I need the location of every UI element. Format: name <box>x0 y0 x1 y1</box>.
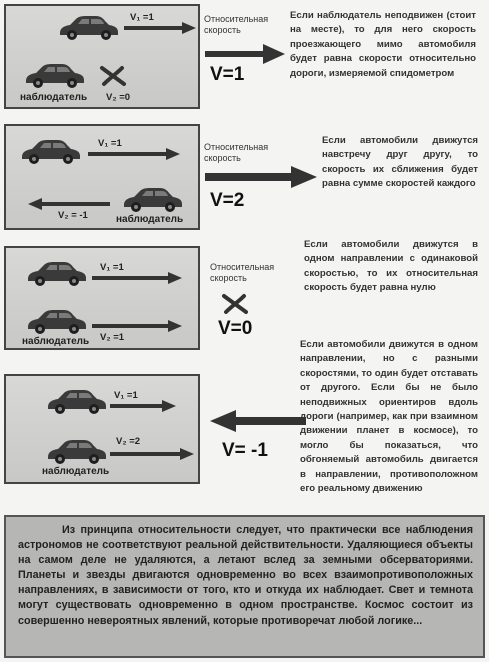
conclusion-box <box>4 515 485 658</box>
relative-speed-line2: скорость <box>204 25 241 35</box>
scenario-3-panel <box>4 246 200 350</box>
relative-speed-line2: скорость <box>210 273 247 283</box>
relative-speed-line1: Относительная <box>204 142 269 152</box>
relative-arrow-right-icon <box>205 44 285 64</box>
arrow-right-icon <box>92 320 182 332</box>
scenario-3-description: Если автомобили движутся в одном направлении с одинаковой скоростью, то их относительная скорость будет равна нулю <box>304 239 478 294</box>
v2-label: V₂ =2 <box>116 436 141 447</box>
arrow-right-icon <box>110 448 194 460</box>
relative-speed-value: V= -1 <box>222 440 268 461</box>
scenario-4-description: Если автомобили движутся в одном направлении, но с разными скоростями, то один будет отставать от другого. Если бы не было неподвижных ориентиров вдоль дороги (например, как при взаимном движении планет в космосе), то могло бы показаться, что обгоняемый автомобиль двигается в направлении, противоположном его реальному движению <box>300 339 478 495</box>
arrow-left-icon <box>28 198 110 210</box>
car-icon <box>20 140 82 165</box>
relative-arrow-left-icon <box>210 410 306 432</box>
relative-speed-line1: Относительная <box>204 14 269 24</box>
relative-speed-line2: скорость <box>204 153 241 163</box>
relative-speed-line1: Относительная <box>210 262 275 272</box>
v1-label: V₁ =1 <box>114 390 138 401</box>
observer-car-icon <box>24 64 86 89</box>
car-icon <box>58 16 120 41</box>
observer-car-icon <box>46 440 108 465</box>
arrow-right-icon <box>110 400 176 412</box>
arrow-right-icon <box>124 22 196 34</box>
relative-speed-label <box>210 262 274 284</box>
v2-label: V₂ =0 <box>106 92 131 103</box>
scenario-2-description: Если автомобили движутся навстречу друг другу, то скорость их сближения будет равна сумме скоростей каждого <box>322 135 478 190</box>
observer-label: наблюдатель <box>116 214 184 225</box>
scenario-2-panel <box>4 124 200 230</box>
observer-label: наблюдатель <box>42 466 110 477</box>
arrow-right-icon <box>92 272 182 284</box>
car-icon <box>26 262 88 287</box>
scenario-1-description: Если наблюдатель неподвижен (стоит на месте), то для него скорость проезжающего мимо автомобиля будет равна скорости относительно дороги, измеряемой спидометром <box>290 10 476 79</box>
relative-speed-value: V=2 <box>210 190 245 211</box>
scenario-4-panel <box>4 374 200 484</box>
v1-label: V₁ =1 <box>100 262 124 273</box>
conclusion-text: Из принципа относительности следует, что практически все наблюдения астрономов не соответствуют реальной действительности. Удаляющиеся объекты на самом деле не удаляются, а летают вслед за земными обсерваториями. Планеты и звезды двигаются одновременно во всех взаимопротивоположных направлениях, в зависимости от того, кто и откуда их наблюдает. Свет и темнота могут существовать одновременно в одном пространстве. Космос состоит из совершенно невероятных явлений, которые противоречат любой логике... <box>18 524 473 627</box>
v1-label: V₁ =1 <box>98 138 122 149</box>
arrow-right-icon <box>88 148 180 160</box>
relative-speed-value: V=1 <box>210 64 245 85</box>
cross-icon <box>222 294 248 314</box>
v2-label: V₂ =1 <box>100 332 125 343</box>
scenario-1-panel <box>4 4 200 109</box>
relative-speed-label <box>204 142 268 164</box>
cross-icon <box>100 66 126 86</box>
car-icon <box>46 390 108 415</box>
v1-label: V₁ =1 <box>130 12 154 23</box>
relative-arrow-right-icon <box>205 166 317 188</box>
observer-car-icon <box>122 188 184 213</box>
observer-label: наблюдатель <box>22 336 90 347</box>
v2-label: V₂ = -1 <box>58 210 88 221</box>
relative-speed-value: V=0 <box>218 318 253 339</box>
car-icon <box>26 310 88 335</box>
observer-label: наблюдатель <box>20 92 88 103</box>
relative-speed-label <box>204 14 268 36</box>
